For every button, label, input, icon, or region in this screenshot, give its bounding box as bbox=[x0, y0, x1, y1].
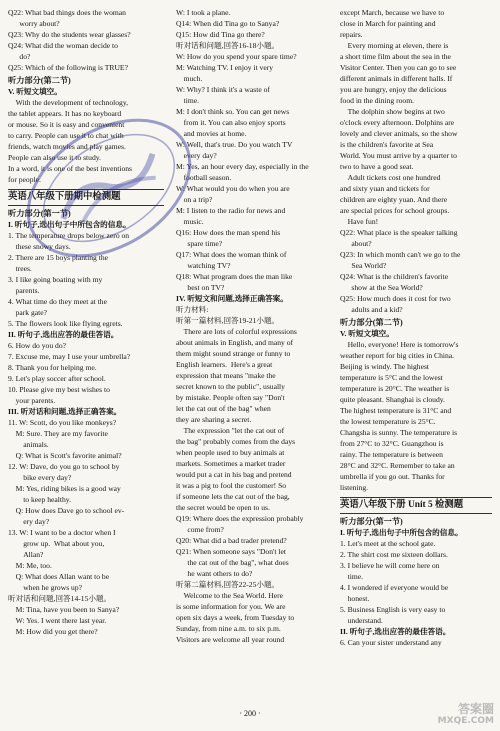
text-line: In a word, it is one of the best inventions bbox=[8, 163, 133, 173]
text-line: from 27°C to 32°C. Guangzhou is bbox=[340, 438, 444, 448]
text-line: 10. Please give my best wishes to bbox=[8, 385, 110, 394]
text-line: M: I don't think so. You can get news bbox=[176, 107, 290, 116]
text-line: from it. You can also enjoy sports bbox=[176, 118, 286, 127]
text-line: Have fun! bbox=[340, 217, 379, 226]
text-line: they are sharing a secret. bbox=[176, 415, 252, 424]
text-line: animals. bbox=[8, 440, 49, 449]
text-line: Beijing is windy. The highest bbox=[340, 361, 430, 371]
text-line: The expression "let the cat out of bbox=[176, 426, 285, 435]
text-line: 4. I wondered if everyone would be bbox=[340, 583, 449, 592]
text-line: let the cat out of the bag" when bbox=[176, 404, 271, 413]
text-line: Q17: What does the woman think of bbox=[176, 250, 287, 259]
text-line: 13. W: I want to be a doctor when I bbox=[8, 528, 116, 537]
section-heading: 听力部分(第二节) bbox=[340, 317, 403, 327]
text-line: II. 听句子,选出应答的最佳答语。 bbox=[340, 627, 451, 636]
text-line: Hello, everyone! Here is tomorrow's bbox=[340, 339, 459, 349]
text-line: 听对话和问题,回答14-15小题。 bbox=[8, 594, 112, 603]
text-line: listening. bbox=[340, 482, 369, 492]
text-line: 7. Excuse me, may I use your umbrella? bbox=[8, 352, 131, 361]
text-line: M: Watching TV. I enjoy it very bbox=[176, 63, 274, 72]
text-line: W: Well, that's true. Do you watch TV bbox=[176, 140, 293, 149]
text-line: food in the dining room. bbox=[340, 96, 415, 105]
text-line: come from? bbox=[176, 525, 224, 534]
text-line: Visitor Center. Then you can go to see bbox=[340, 63, 457, 72]
text-line: M: Me, too. bbox=[8, 561, 52, 570]
text-line: o'clock every afternoon. Dolphins are bbox=[340, 118, 455, 127]
text-line: show at the Sea World? bbox=[340, 283, 423, 292]
text-line: Q23: In which month can't we go to the bbox=[340, 250, 461, 259]
text-line: temperature is 5°C and the lowest bbox=[340, 372, 443, 382]
text-line: 听第一篇材料,回答19-21小题。 bbox=[176, 316, 280, 325]
site-watermark bbox=[414, 703, 494, 729]
text-line: 5. The flowers look like flying egrets. bbox=[8, 319, 123, 328]
text-line: II. 听句子,选出应答的最佳答语。 bbox=[8, 330, 119, 339]
text-line: is some information for you. We are bbox=[176, 602, 286, 611]
column-left bbox=[8, 8, 164, 703]
text-line: 1. The temperature drops below zero on bbox=[8, 231, 130, 240]
text-line: about animals in English, and many of bbox=[176, 338, 294, 347]
text-line: expression that means "make the bbox=[176, 371, 276, 380]
text-line: 1. Let's meet at the school gate. bbox=[340, 539, 436, 548]
text-line: for people. bbox=[8, 174, 41, 184]
text-line: or mouse. So it is easy and convenient bbox=[8, 119, 125, 129]
text-line: People can also use it to study. bbox=[8, 152, 101, 162]
text-line: 3. I believe he will come here on bbox=[340, 561, 440, 570]
text-line: 5. Business English is very easy to bbox=[340, 605, 446, 614]
text-line: With the development of technology, bbox=[8, 97, 129, 107]
text-line: repairs. bbox=[340, 30, 363, 39]
text-line: W: How do you spend your spare time? bbox=[176, 52, 297, 61]
text-line: Q22: What bad things does the woman bbox=[8, 8, 126, 17]
text-line: every day? bbox=[176, 151, 217, 160]
text-line: except March, because we have to bbox=[340, 8, 445, 17]
text-line: Q23: Why do the students wear glasses? bbox=[8, 30, 131, 39]
text-line: and sixty yuan and tickets for bbox=[340, 184, 430, 193]
text-line: secret known to the public", usually bbox=[176, 382, 285, 391]
text-line: the tablet appears. It has no keyboard bbox=[8, 108, 122, 118]
text-line: There are lots of colorful expressions bbox=[176, 327, 297, 336]
text-line: 2. The shirt cost me sixteen dollars. bbox=[340, 550, 448, 559]
text-line: them might sound strange or funny to bbox=[176, 349, 291, 358]
text-line: a short time film about the sea in the bbox=[340, 52, 451, 61]
text-line: your parents. bbox=[8, 396, 56, 405]
text-line: grow up. What about you, bbox=[8, 539, 105, 548]
text-line: spare time? bbox=[176, 239, 223, 248]
text-line: Visitors are welcome all year round bbox=[176, 635, 285, 644]
text-line: 2. There are 15 boys planting the bbox=[8, 253, 109, 262]
text-line: Changsha is sunny. The temperature is bbox=[340, 427, 458, 437]
text-line: close in March for painting and bbox=[340, 19, 436, 28]
text-line: W: What would you do when you are bbox=[176, 184, 290, 193]
text-line: when people used to buy animals at bbox=[176, 448, 285, 457]
section-heading: 听力部分(第二节) bbox=[8, 75, 71, 85]
text-line: Q: What is Scott's favorite animal? bbox=[8, 451, 122, 460]
text-line: W: Yes. I went there last year. bbox=[8, 616, 107, 625]
text-line: Q14: When did Tina go to Sanya? bbox=[176, 19, 280, 28]
text-line: it was a pig to fool the customer! So bbox=[176, 481, 287, 490]
text-line: trees. bbox=[8, 264, 32, 273]
text-line: 28°C and 32°C. Remember to take an bbox=[340, 460, 455, 470]
text-line: lovely and clever animals, so the show bbox=[340, 129, 458, 138]
text-line: to carry. People can use it to chat with bbox=[8, 130, 124, 140]
text-line: M: Sure. They are my favorite bbox=[8, 429, 108, 438]
text-line: the cat out of the bag", what does bbox=[176, 558, 289, 567]
text-line: Q16: How does the man spend his bbox=[176, 228, 281, 237]
text-line: M: How did you get there? bbox=[8, 627, 98, 636]
text-line: The dolphin show begins at two bbox=[340, 107, 445, 116]
text-line: 4. What time do they meet at the bbox=[8, 297, 107, 306]
column-middle bbox=[176, 8, 332, 703]
text-line: open six days a week, from Tuesday to bbox=[176, 613, 295, 622]
text-line: 6. How do you do? bbox=[8, 341, 67, 350]
text-line: Q19: Where does the expression probably bbox=[176, 514, 304, 523]
text-line: these snowy days. bbox=[8, 242, 71, 251]
text-line: to keep healthy. bbox=[8, 495, 71, 504]
text-line: Allan? bbox=[8, 550, 44, 559]
text-line: football season. bbox=[176, 173, 232, 182]
text-line: time. bbox=[340, 572, 363, 581]
text-line: World. You must arrive by a quarter to bbox=[340, 151, 457, 160]
text-line: Sea World? bbox=[340, 261, 387, 270]
text-line: Q: How does Dave go to school ev- bbox=[8, 506, 125, 515]
text-line: Q20: What did a bad trader pretend? bbox=[176, 536, 287, 545]
text-line: 听对话和问题,回答16-18小题。 bbox=[176, 41, 280, 50]
text-line: two to have a good seat. bbox=[340, 162, 414, 171]
text-line: is the children's favorite at Sea bbox=[340, 140, 434, 149]
text-line: M: Yes, an hour every day, especially in the bbox=[176, 162, 309, 171]
text-line: V. 听短文填空。 bbox=[340, 328, 394, 338]
page-number: · 200 · bbox=[239, 708, 261, 718]
text-line: ery day? bbox=[8, 517, 50, 526]
text-line: friends, watch movies and play games. bbox=[8, 141, 126, 151]
text-line: rainy. The temperature is between bbox=[340, 449, 443, 459]
text-line: 听第二篇材料,回答22-25小题。 bbox=[176, 580, 280, 589]
text-line: III. 听对话和问题,选择正确答案。 bbox=[8, 407, 122, 416]
text-line: best on TV? bbox=[176, 283, 225, 292]
text-line: English learners. Here's a great bbox=[176, 360, 273, 369]
watermark-line: MXQE.COM bbox=[437, 716, 494, 726]
text-line: by mistake. People often say "Don't bbox=[176, 393, 285, 402]
text-line: 3. I like going boating with my bbox=[8, 275, 103, 284]
text-line: M: Yes, riding bikes is a good way bbox=[8, 484, 121, 493]
text-line: the bag" probably comes from the days bbox=[176, 437, 296, 446]
text-line: Every morning at eleven, there is bbox=[340, 41, 449, 50]
text-line: children are eighty yuan. And there bbox=[340, 195, 448, 204]
text-line: time. bbox=[176, 96, 199, 105]
text-line: music. bbox=[176, 217, 204, 226]
text-line: Q22: What place is the speaker talking bbox=[340, 228, 458, 237]
text-line: he want others to do? bbox=[176, 569, 253, 578]
text-line: M: I listen to the radio for news and bbox=[176, 206, 286, 215]
text-line: understand. bbox=[340, 616, 383, 625]
text-line: you are hungry, enjoy the delicious bbox=[340, 85, 447, 94]
text-line: Q18: What program does the man like bbox=[176, 272, 293, 281]
text-line: M: Tina, have you been to Sanya? bbox=[8, 605, 120, 614]
section-title: 英语八年级下册 Unit 5 检测题 bbox=[340, 497, 492, 514]
text-line: 12. W: Dave, do you go to school by bbox=[8, 462, 120, 471]
text-line: would put a cat in his bag and pretend bbox=[176, 470, 292, 479]
text-line: different animals in different halls. If bbox=[340, 74, 453, 83]
text-line: the secret would be open to us. bbox=[176, 503, 270, 512]
text-line: if someone lets the cat out of the bag, bbox=[176, 492, 290, 501]
text-line: about? bbox=[340, 239, 372, 248]
text-line: Q21: When someone says "Don't let bbox=[176, 547, 286, 556]
text-line: worry about? bbox=[8, 19, 60, 28]
text-line: W: Why? I think it's a waste of bbox=[176, 85, 270, 94]
text-line: when he grows up? bbox=[8, 583, 83, 592]
text-line: the lowest temperature is 25°C. bbox=[340, 416, 436, 426]
text-line: I. 听句子,选出句子中所包含的信息。 bbox=[340, 528, 463, 537]
text-line: Q15: How did Tina go there? bbox=[176, 30, 265, 39]
text-line: 11. W: Scott, do you like monkeys? bbox=[8, 418, 117, 427]
section-heading: 听力部分(第一节) bbox=[340, 517, 403, 526]
text-line: Welcome to the Sea World. Here bbox=[176, 591, 284, 600]
text-line: bike every day? bbox=[8, 473, 72, 482]
section-heading: 听力部分(第一节) bbox=[8, 209, 71, 218]
text-line: honest. bbox=[340, 594, 370, 603]
text-line: umbrella if you go out. Thanks for bbox=[340, 471, 445, 481]
text-line: quite pleasant. Shanghai is cloudy. bbox=[340, 394, 445, 404]
text-line: Q24: What did the woman decide to bbox=[8, 41, 118, 50]
text-line: 6. Can your sister understand any bbox=[340, 638, 442, 647]
text-line: Q25: Which of the following is TRUE? bbox=[8, 63, 128, 72]
text-line: Adult tickets cost one hundred bbox=[340, 173, 441, 182]
section-title: 英语八年级下册期中检测题 bbox=[8, 189, 164, 206]
text-line: adults and a kid? bbox=[340, 305, 403, 314]
text-line: Q25: How much does it cost for two bbox=[340, 294, 451, 303]
text-line: temperature is 20°C. The weather is bbox=[340, 383, 450, 393]
text-line: weather report for big cities in China. bbox=[340, 350, 455, 360]
text-line: park gate? bbox=[8, 308, 48, 317]
text-line: 9. Let's play soccer after school. bbox=[8, 374, 106, 383]
text-line: W: I took a plane. bbox=[176, 8, 231, 17]
text-line: markets. Sometimes a market trader bbox=[176, 459, 286, 468]
text-line: watching TV? bbox=[176, 261, 231, 270]
text-line: 8. Thank you for helping me. bbox=[8, 363, 97, 372]
watermark-line: 答案圈 bbox=[457, 702, 494, 716]
text-line: 听力材料: bbox=[176, 305, 209, 314]
text-line: do? bbox=[8, 52, 31, 61]
text-line: are special prices for school groups. bbox=[340, 206, 450, 215]
text-line: Q: What does Allan want to be bbox=[8, 572, 110, 581]
text-line: I. 听句子,选出句子中所包含的信息。 bbox=[8, 220, 131, 229]
text-line: Q24: What is the children's favorite bbox=[340, 272, 449, 281]
text-line: parents. bbox=[8, 286, 40, 295]
text-line: much. bbox=[176, 74, 203, 83]
text-line: The highest temperature is 31°C and bbox=[340, 405, 452, 415]
text-line: IV. 听短文和问题,选择正确答案。 bbox=[176, 294, 288, 303]
text-line: and movies at home. bbox=[176, 129, 247, 138]
column-right bbox=[340, 8, 492, 703]
text-line: V. 听短文填空。 bbox=[8, 86, 62, 96]
text-line: Sunday, from nine a.m. to six p.m. bbox=[176, 624, 281, 633]
text-line: on a trip? bbox=[176, 195, 213, 204]
